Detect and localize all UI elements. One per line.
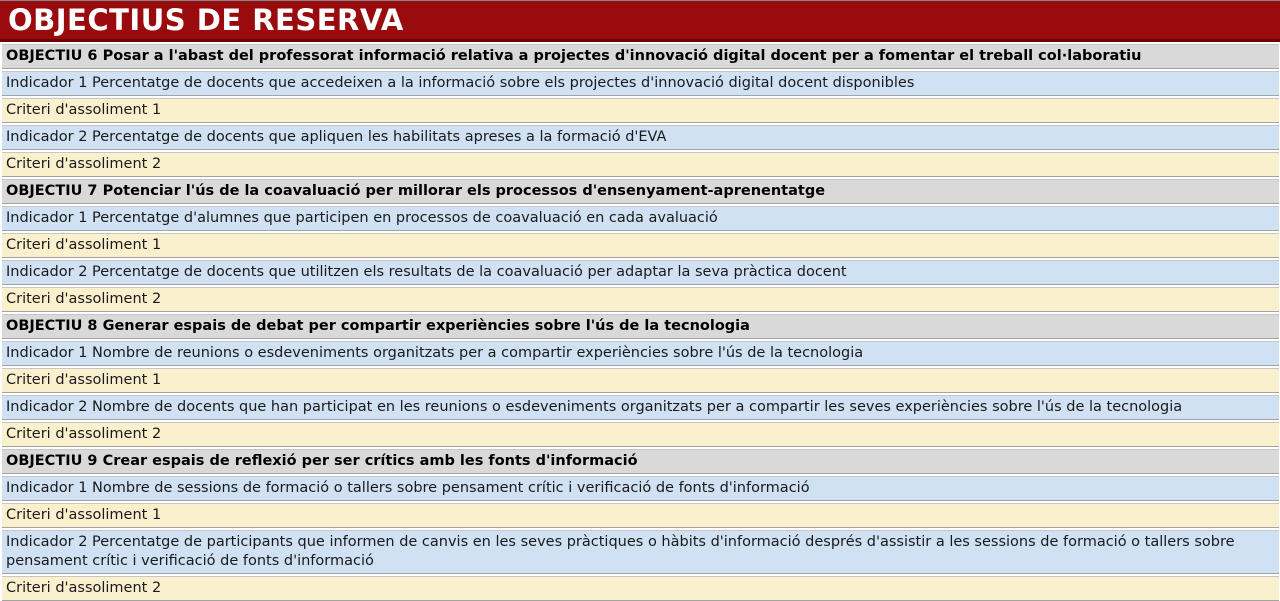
page-title: OBJECTIUS DE RESERVA (0, 1, 1280, 42)
criteria-row: Criteri d'assoliment 1 (2, 233, 1279, 258)
indicator-row: Indicador 2 Percentatge de participants que informen de canvis en les seves pràctiques o hàbits d'informació després d'assistir a les sessions de formació o tallers sobre pensament crític i verificació de fonts d'informació (2, 530, 1279, 574)
indicator-row: Indicador 2 Percentatge de docents que apliquen les habilitats apreses a la formació d'EVA (2, 125, 1279, 150)
objective-row: OBJECTIU 8 Generar espais de debat per compartir experiències sobre l'ús de la tecnologia (2, 314, 1279, 339)
indicator-row: Indicador 1 Percentatge d'alumnes que participen en processos de coavaluació en cada avaluació (2, 206, 1279, 231)
objective-row: OBJECTIU 9 Crear espais de reflexió per ser crítics amb les fonts d'informació (2, 449, 1279, 474)
indicator-row: Indicador 1 Nombre de reunions o esdeveniments organitzats per a compartir experiències sobre l'ús de la tecnologia (2, 341, 1279, 366)
criteria-row: Criteri d'assoliment 1 (2, 98, 1279, 123)
objective-row: OBJECTIU 6 Posar a l'abast del professorat informació relativa a projectes d'innovació digital docent per a fomentar el treball col·laboratiu (2, 44, 1279, 69)
criteria-row: Criteri d'assoliment 2 (2, 576, 1279, 601)
criteria-row: Criteri d'assoliment 2 (2, 422, 1279, 447)
indicator-row: Indicador 2 Percentatge de docents que utilitzen els resultats de la coavaluació per adaptar la seva pràctica docent (2, 260, 1279, 285)
criteria-row: Criteri d'assoliment 2 (2, 287, 1279, 312)
table-body (0, 44, 1280, 601)
indicator-row: Indicador 2 Nombre de docents que han participat en les reunions o esdeveniments organitzats per a compartir les seves experiències sobre l'ús de la tecnologia (2, 395, 1279, 420)
criteria-row: Criteri d'assoliment 2 (2, 152, 1279, 177)
criteria-row: Criteri d'assoliment 1 (2, 368, 1279, 393)
indicator-row: Indicador 1 Percentatge de docents que accedeixen a la informació sobre els projectes d'innovació digital docent disponibles (2, 71, 1279, 96)
criteria-row: Criteri d'assoliment 1 (2, 503, 1279, 528)
indicator-row: Indicador 1 Nombre de sessions de formació o tallers sobre pensament crític i verificació de fonts d'informació (2, 476, 1279, 501)
objective-row: OBJECTIU 7 Potenciar l'ús de la coavaluació per millorar els processos d'ensenyament-aprenentatge (2, 179, 1279, 204)
